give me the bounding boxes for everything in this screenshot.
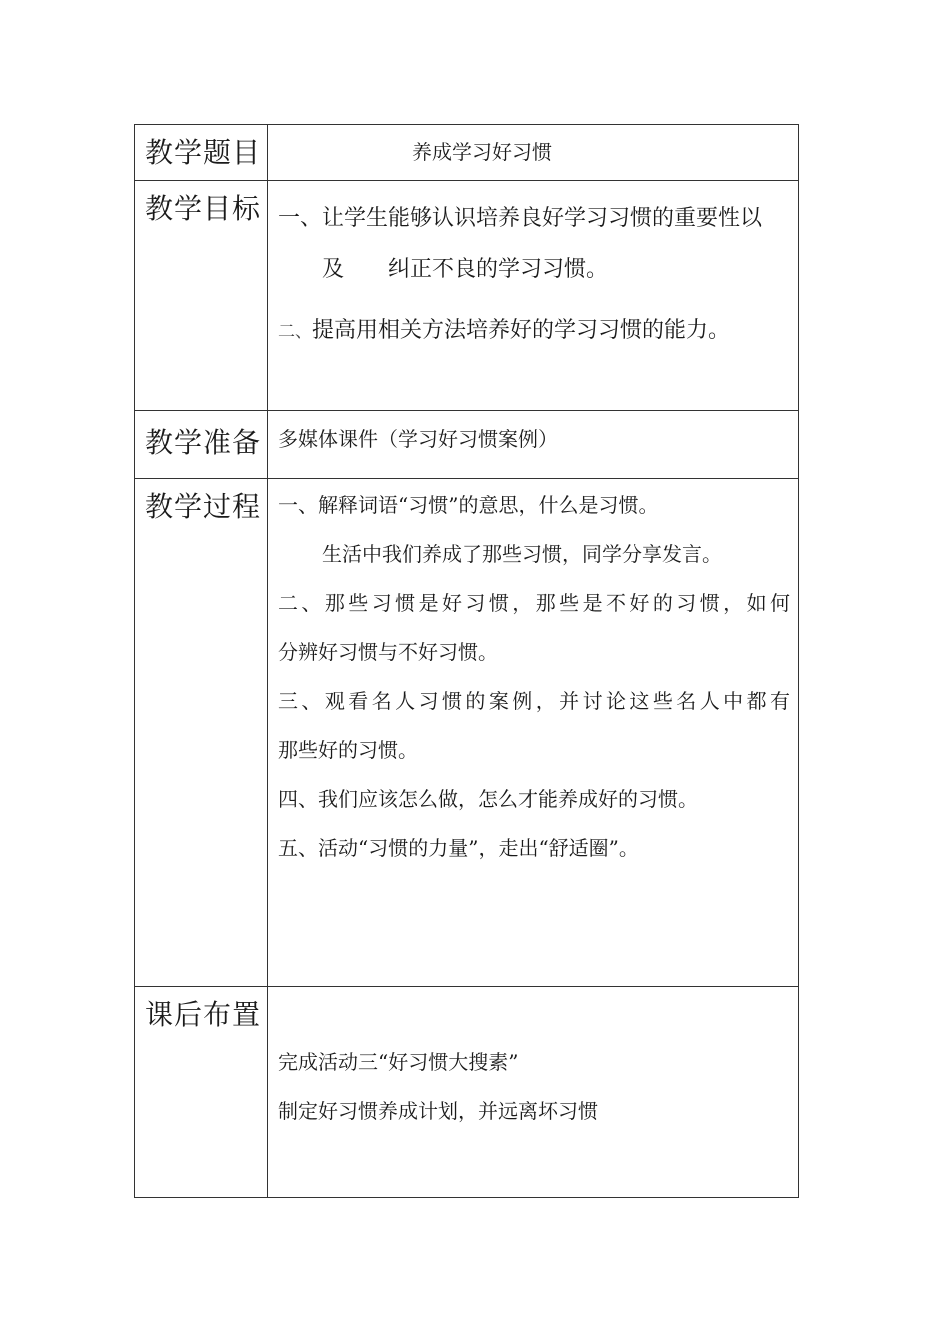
preparation-value: 多媒体课件（学习好习惯案例） <box>278 427 558 451</box>
homework-label-cell <box>135 987 268 1198</box>
lesson-plan-table <box>134 124 799 1198</box>
process-line: 二、那些习惯是好习惯，那些是不好的习惯，如何 <box>278 591 790 615</box>
process-line: 那些好的习惯。 <box>278 738 418 762</box>
process-content-cell <box>268 479 799 987</box>
row-objectives <box>135 181 799 411</box>
objective-line-2-rest: 纠正不良的学习习惯。 <box>388 257 609 282</box>
topic-value-cell <box>268 125 799 181</box>
process-line: 分辨好习惯与不好习惯。 <box>278 640 498 664</box>
row-homework <box>135 987 799 1198</box>
objective-line-3 <box>278 284 790 346</box>
row-process <box>135 479 799 987</box>
process-line: 生活中我们养成了那些习惯，同学分享发言。 <box>322 542 722 566</box>
homework-line: 制定好习惯养成计划，并远离坏习惯 <box>278 1099 598 1123</box>
objectives-label-cell <box>135 181 268 411</box>
topic-value: 养成学习好习惯 <box>412 140 552 164</box>
process-line: 四、我们应该怎么做，怎么才能养成好的习惯。 <box>278 787 698 811</box>
preparation-content-cell <box>268 411 799 479</box>
process-line: 五、活动“习惯的力量”，走出“舒适圈”。 <box>278 836 639 860</box>
objective-line-2 <box>278 233 790 284</box>
row-preparation <box>135 411 799 479</box>
homework-label: 课后布置 <box>145 998 262 1031</box>
objective-2-number: 二、 <box>278 322 312 342</box>
objectives-content-cell <box>268 181 799 411</box>
topic-label: 教学题目 <box>145 136 262 169</box>
objective-line-2-start: 及 <box>322 257 345 282</box>
objectives-label: 教学目标 <box>145 192 262 225</box>
process-label-cell <box>135 479 268 987</box>
process-line: 三、观看名人习惯的案例，并讨论这些名人中都有 <box>278 689 790 713</box>
preparation-label: 教学准备 <box>145 426 262 459</box>
process-label: 教学过程 <box>145 490 262 523</box>
preparation-label-cell <box>135 411 268 479</box>
process-line: 一、解释词语“习惯”的意思，什么是习惯。 <box>278 493 659 517</box>
topic-label-cell <box>135 125 268 181</box>
homework-content-cell <box>268 987 799 1198</box>
objective-line-1: 一、让学生能够认识培养良好学习习惯的重要性以 <box>278 206 763 231</box>
row-topic <box>135 125 799 181</box>
objective-2-text: 提高用相关方法培养好的学习习惯的能力。 <box>312 318 731 343</box>
homework-line: 完成活动三“好习惯大搜素” <box>278 1050 519 1074</box>
